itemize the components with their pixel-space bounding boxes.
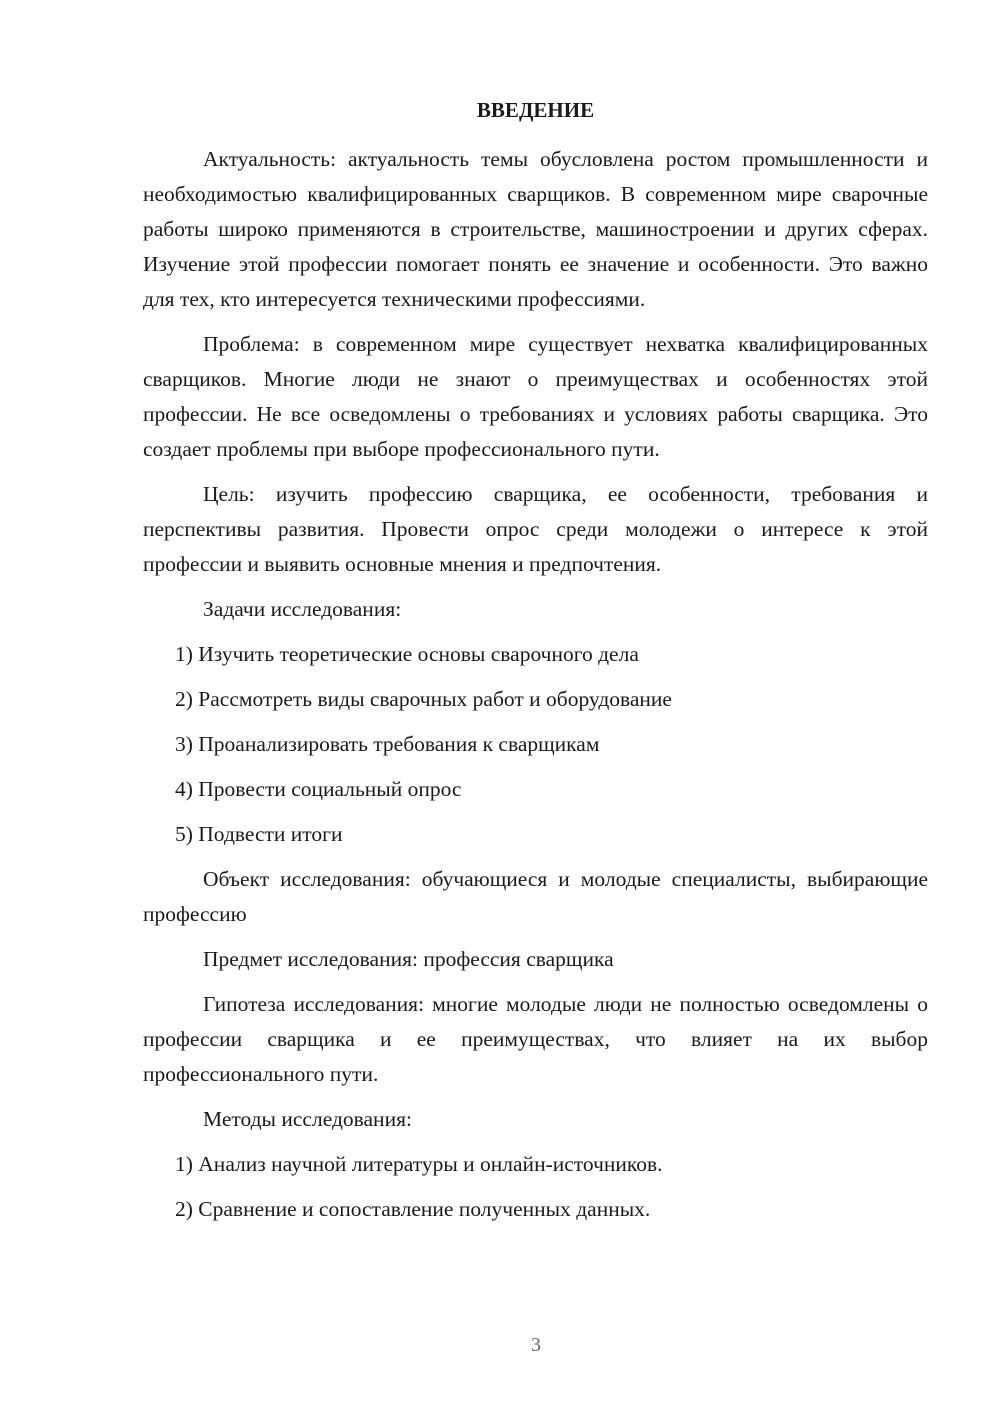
methods-list [143,1147,928,1227]
list-item: 4) Провести социальный опрос [175,777,462,801]
hypothesis-paragraph: Гипотеза исследования: многие молодые люди не полностью осведомлены о профессии сварщика и ее преимуществах, что влияет на их выбор профессионального пути. [143,992,928,1086]
tasks-list [143,637,928,852]
list-item: 5) Подвести итоги [175,822,343,846]
relevance-paragraph: Актуальность: актуальность темы обусловлена ростом промышленности и необходимостью квалифицированных сварщиков. В современном мире сварочные работы широко применяются в строительстве, машиностроении и других сферах. Изучение этой профессии помогает понять ее значение и особенности. Это важно для тех, кто интересуется техническими профессиями. [143,147,928,311]
list-item: 2) Рассмотреть виды сварочных работ и оборудование [175,687,672,711]
list-item: 3) Проанализировать требования к сварщикам [175,732,600,756]
list-item: 1) Анализ научной литературы и онлайн-источников. [175,1152,663,1176]
object-paragraph: Объект исследования: обучающиеся и молодые специалисты, выбирающие профессию [143,867,928,926]
section-title: ВВЕДЕНИЕ [476,98,595,122]
methods-heading: Методы исследования: [203,1107,412,1131]
list-item: 1) Изучить теоретические основы сварочного дела [175,642,639,666]
problem-paragraph: Проблема: в современном мире существует нехватка квалифицированных сварщиков. Многие люди не знают о преимуществах и особенностях этой профессии. Не все осведомлены о требованиях и условиях работы сварщика. Это создает проблемы при выборе профессионального пути. [143,332,928,461]
goal-paragraph: Цель: изучить профессию сварщика, ее особенности, требования и перспективы развития. Провести опрос среди молодежи о интересе к этой профессии и выявить основные мнения и предпочтения. [143,482,928,576]
document-page [143,96,928,1237]
page-number: 3 [531,1334,541,1356]
list-item: 2) Сравнение и сопоставление полученных данных. [175,1197,651,1221]
tasks-heading: Задачи исследования: [203,597,402,621]
subject-paragraph: Предмет исследования: профессия сварщика [203,947,614,971]
